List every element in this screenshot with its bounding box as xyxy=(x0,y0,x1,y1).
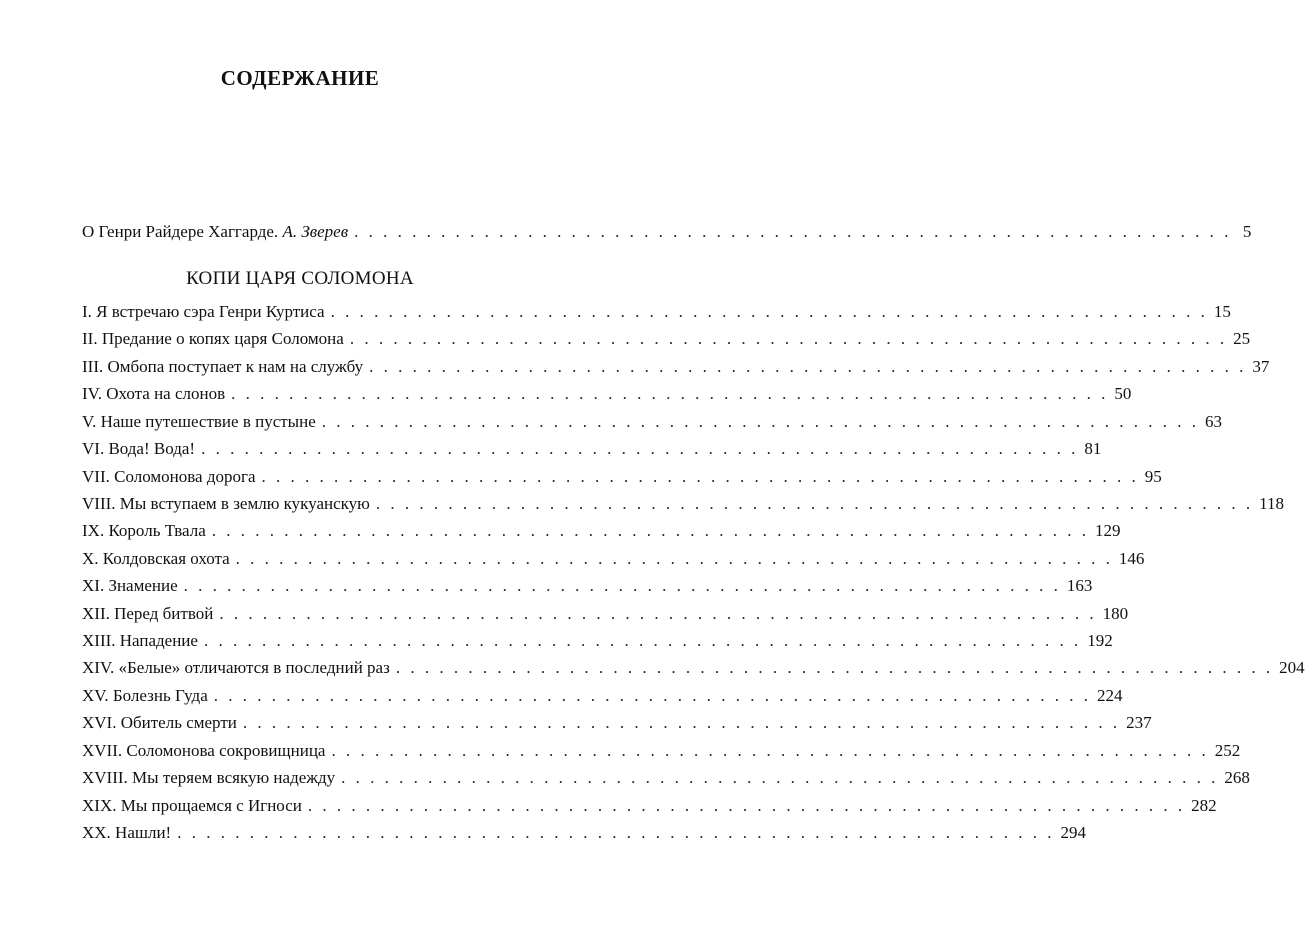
dot-leader: . . . . . . . . . . . . . . . . . . . . . . . . . . . . . . . . . . . . . . . . . . . . . . . . . . . . . . . . . . . . . xyxy=(307,795,1186,815)
chapter-page-number: 129 xyxy=(1095,521,1121,541)
chapter-page-number: 252 xyxy=(1214,740,1241,760)
chapter-page-number: 204 xyxy=(1279,658,1305,678)
chapter-page-number: 63 xyxy=(1204,411,1222,431)
chapter-title: V. Наше путешествие в пустыне xyxy=(82,411,316,431)
chapter-page-number: 146 xyxy=(1118,548,1145,568)
toc-entry-title xyxy=(82,220,348,244)
chapter-title: III. Омбопа поступает к нам на службу xyxy=(82,356,364,376)
toc-chapter-entry xyxy=(82,766,1250,790)
dot-leader: . . . . . . . . . . . . . . . . . . . . . . . . . . . . . . . . . . . . . . . . . . . . . . . . . . . . . . . . . . . . . xyxy=(183,576,1061,596)
section-title: КОПИ ЦАРЯ СОЛОМОНА xyxy=(186,268,414,289)
toc-chapter-entry xyxy=(82,684,1123,708)
dot-leader: . . . . . . . . . . . . . . . . . . . . . . . . . . . . . . . . . . . . . . . . . . . . . . . . . . . . . . . . . . . . . xyxy=(354,222,1232,241)
toc-chapter-entry xyxy=(82,465,1162,489)
toc-chapter-entry xyxy=(82,629,1113,653)
chapter-title: XV. Болезнь Гуда xyxy=(82,685,208,705)
toc-page-number: 5 xyxy=(1242,222,1252,241)
intro-title: О Генри Райдере Хаггарде. xyxy=(82,222,279,241)
chapter-title: XIX. Мы прощаемся с Игноси xyxy=(82,795,302,815)
dot-leader: . . . . . . . . . . . . . . . . . . . . . . . . . . . . . . . . . . . . . . . . . . . . . . . . . . . . . . . . . . . . . xyxy=(331,740,1209,760)
chapter-title: VI. Вода! Вода! xyxy=(82,439,196,459)
chapter-page-number: 282 xyxy=(1191,795,1217,815)
dot-leader: . . . . . . . . . . . . . . . . . . . . . . . . . . . . . . . . . . . . . . . . . . . . . . . . . . . . . . . . . . . . . xyxy=(375,493,1254,513)
chapter-page-number: 118 xyxy=(1259,493,1284,513)
chapter-title: IX. Король Твала xyxy=(82,521,206,541)
chapter-title: XVII. Соломонова сокровищница xyxy=(82,740,326,760)
chapter-title: VII. Соломонова дорога xyxy=(82,466,256,486)
dot-leader: . . . . . . . . . . . . . . . . . . . . . . . . . . . . . . . . . . . . . . . . . . . . . . . . . . . . . . . . . . . . . xyxy=(330,302,1208,321)
toc-chapter-entry xyxy=(82,519,1121,543)
toc-chapter-entry xyxy=(82,794,1217,818)
toc-chapter-entry xyxy=(82,327,1251,351)
toc-chapter-entry xyxy=(82,656,1305,680)
chapter-title: XIII. Нападение xyxy=(82,631,198,651)
dot-leader: . . . . . . . . . . . . . . . . . . . . . . . . . . . . . . . . . . . . . . . . . . . . . . . . . . . . . . . . . . . . . xyxy=(231,384,1109,404)
chapter-page-number: 163 xyxy=(1066,576,1093,596)
dot-leader: . . . . . . . . . . . . . . . . . . . . . . . . . . . . . . . . . . . . . . . . . . . . . . . . . . . . . . . . . . . . . xyxy=(349,329,1228,349)
chapter-title: II. Предание о копях царя Соломона xyxy=(82,329,344,349)
chapter-title: X. Колдовская охота xyxy=(82,548,230,568)
dot-leader: . . . . . . . . . . . . . . . . . . . . . . . . . . . . . . . . . . . . . . . . . . . . . . . . . . . . . . . . . . . . . xyxy=(235,548,1113,568)
dot-leader: . . . . . . . . . . . . . . . . . . . . . . . . . . . . . . . . . . . . . . . . . . . . . . . . . . . . . . . . . . . . . xyxy=(203,631,1082,651)
chapter-title: XIV. «Белые» отличаются в последний раз xyxy=(82,658,390,678)
dot-leader: . . . . . . . . . . . . . . . . . . . . . . . . . . . . . . . . . . . . . . . . . . . . . . . . . . . . . . . . . . . . . xyxy=(261,466,1139,486)
toc-chapter-entry xyxy=(82,300,1231,324)
dot-leader: . . . . . . . . . . . . . . . . . . . . . . . . . . . . . . . . . . . . . . . . . . . . . . . . . . . . . . . . . . . . . xyxy=(242,713,1121,733)
toc-chapter-entry xyxy=(82,602,1129,626)
chapter-title: IV. Охота на слонов xyxy=(82,384,226,404)
chapter-page-number: 180 xyxy=(1102,603,1129,623)
dot-leader: . . . . . . . . . . . . . . . . . . . . . . . . . . . . . . . . . . . . . . . . . . . . . . . . . . . . . . . . . . . . . xyxy=(341,768,1219,788)
chapter-title: XII. Перед битвой xyxy=(82,603,214,623)
chapter-title: XVI. Обитель смерти xyxy=(82,713,237,733)
toc-chapter-entry xyxy=(82,821,1086,845)
chapter-page-number: 268 xyxy=(1224,768,1250,788)
chapter-title: VIII. Мы вступаем в землю кукуанскую xyxy=(82,493,370,513)
chapter-page-number: 95 xyxy=(1144,466,1162,486)
dot-leader: . . . . . . . . . . . . . . . . . . . . . . . . . . . . . . . . . . . . . . . . . . . . . . . . . . . . . . . . . . . . . xyxy=(369,356,1247,376)
dot-leader: . . . . . . . . . . . . . . . . . . . . . . . . . . . . . . . . . . . . . . . . . . . . . . . . . . . . . . . . . . . . . xyxy=(321,411,1199,431)
toc-chapter-entry xyxy=(82,355,1270,379)
dot-leader: . . . . . . . . . . . . . . . . . . . . . . . . . . . . . . . . . . . . . . . . . . . . . . . . . . . . . . . . . . . . . xyxy=(395,658,1274,678)
dot-leader: . . . . . . . . . . . . . . . . . . . . . . . . . . . . . . . . . . . . . . . . . . . . . . . . . . . . . . . . . . . . . xyxy=(213,685,1092,705)
dot-leader: . . . . . . . . . . . . . . . . . . . . . . . . . . . . . . . . . . . . . . . . . . . . . . . . . . . . . . . . . . . . . xyxy=(177,822,1055,842)
intro-author: А. Зверев xyxy=(282,222,349,241)
chapter-title: XVIII. Мы теряем всякую надежду xyxy=(82,768,336,788)
chapter-page-number: 294 xyxy=(1060,822,1086,842)
toc-chapter-entry xyxy=(82,547,1145,571)
toc-intro-entry xyxy=(82,220,1252,244)
chapter-page-number: 192 xyxy=(1087,631,1113,651)
toc-chapter-entry xyxy=(82,739,1241,763)
chapter-page-number: 224 xyxy=(1097,685,1123,705)
toc-chapter-entry xyxy=(82,711,1152,735)
dot-leader: . . . . . . . . . . . . . . . . . . . . . . . . . . . . . . . . . . . . . . . . . . . . . . . . . . . . . . . . . . . . . xyxy=(201,439,1079,459)
dot-leader: . . . . . . . . . . . . . . . . . . . . . . . . . . . . . . . . . . . . . . . . . . . . . . . . . . . . . . . . . . . . . xyxy=(211,521,1090,541)
page-heading: СОДЕРЖАНИЕ xyxy=(220,66,380,90)
chapter-page-number: 50 xyxy=(1114,384,1132,404)
toc-chapter-entry xyxy=(82,437,1102,461)
toc-chapter-entry xyxy=(82,492,1284,516)
chapter-title: XX. Нашли! xyxy=(82,822,172,842)
chapter-page-number: 25 xyxy=(1233,329,1251,349)
dot-leader: . . . . . . . . . . . . . . . . . . . . . . . . . . . . . . . . . . . . . . . . . . . . . . . . . . . . . . . . . . . . . xyxy=(219,603,1097,623)
chapter-page-number: 81 xyxy=(1084,439,1102,459)
toc-chapter-entry xyxy=(82,382,1132,406)
chapter-title: XI. Знамение xyxy=(82,576,178,596)
chapter-page-number: 37 xyxy=(1252,356,1270,376)
chapter-title: I. Я встречаю сэра Генри Куртиса xyxy=(82,302,325,321)
toc-chapter-entry xyxy=(82,410,1222,434)
chapter-page-number: 15 xyxy=(1213,302,1231,321)
chapter-page-number: 237 xyxy=(1126,713,1152,733)
toc-chapter-entry xyxy=(82,574,1093,598)
